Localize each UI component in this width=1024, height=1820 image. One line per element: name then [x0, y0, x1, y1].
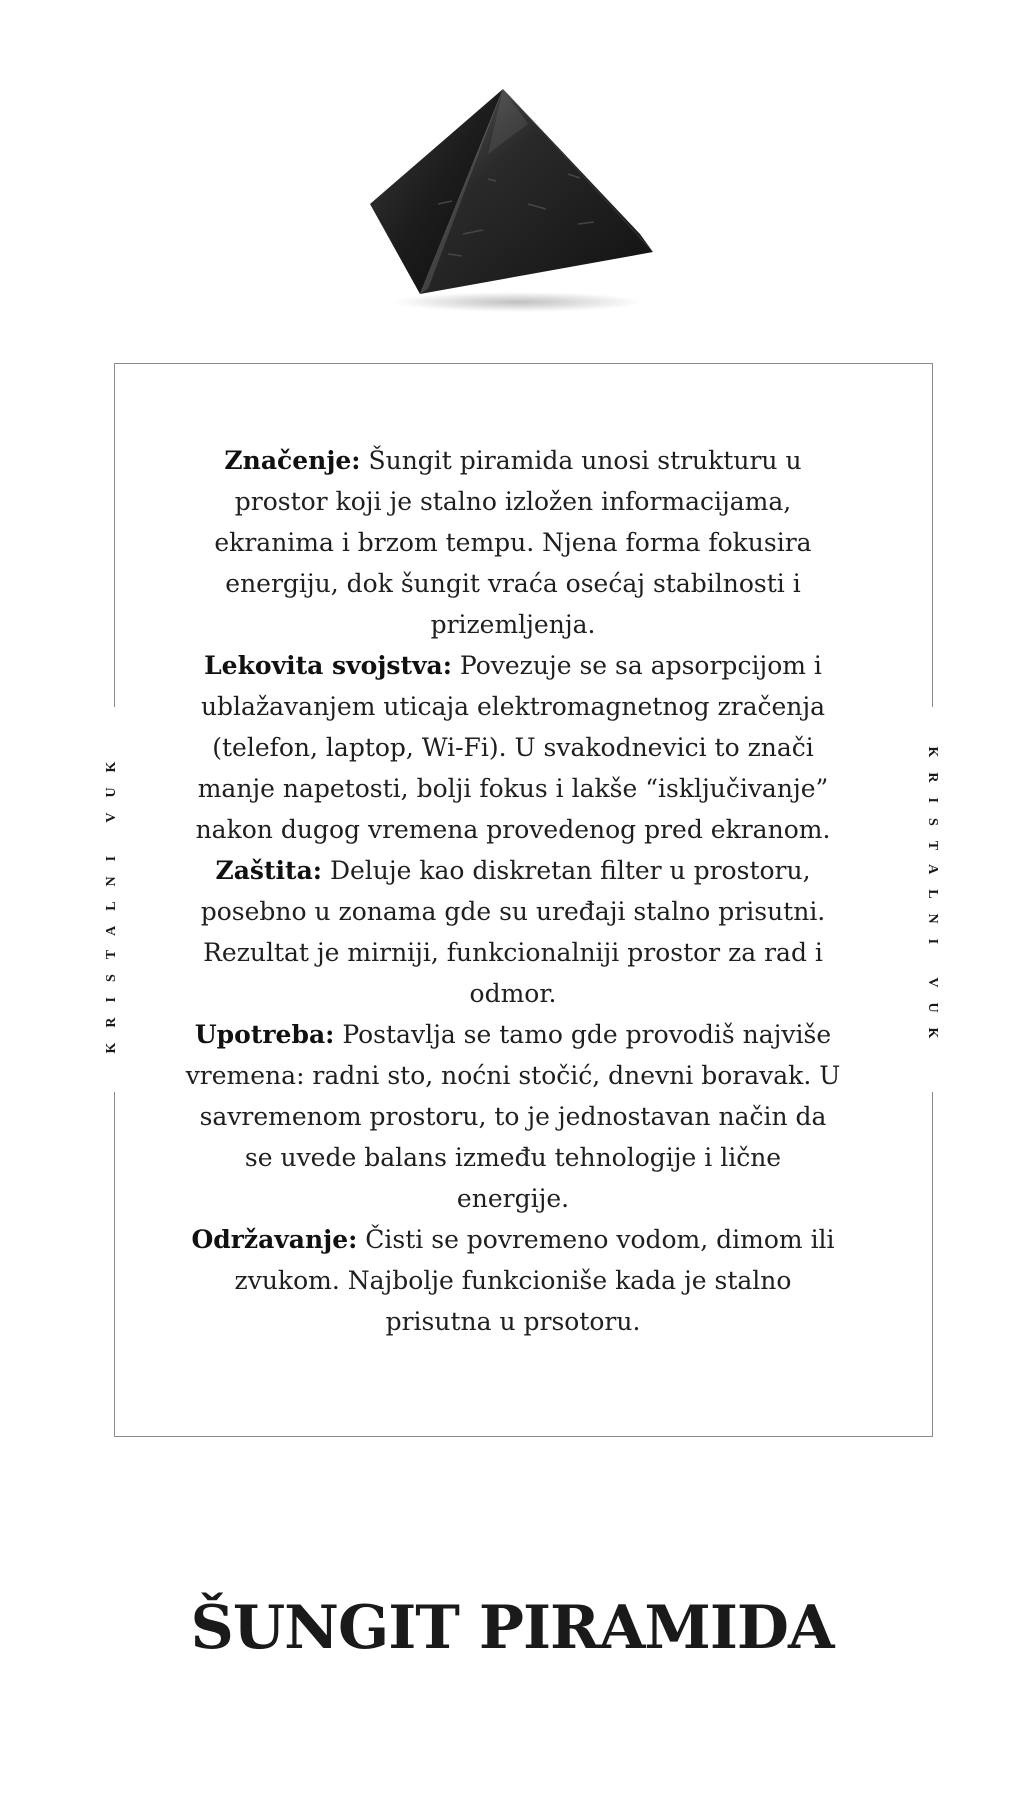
section-text: Postavlja se tamo gde provodiš najviše vremena: radni sto, noćni stočić, dnevni boravak. U savremenom prostoru, to je jednostavan način da se uvede balans između tehnologije i lične energije.	[185, 1020, 841, 1213]
section-text: Čisti se povremeno vodom, dimom ili zvukom. Najbolje funkcioniše kada je stalno prisutna u prsotoru.	[234, 1225, 835, 1336]
brand-side-text-right: KRISTALNI VUK	[925, 746, 940, 1054]
product-title: ŠUNGIT PIRAMIDA	[190, 1593, 834, 1663]
section-meaning	[185, 440, 841, 645]
product-description	[185, 440, 841, 1342]
section-label: Značenje:	[224, 446, 361, 475]
section-protection	[185, 850, 841, 1014]
shungite-pyramid-image	[368, 84, 658, 314]
section-maintenance	[185, 1219, 841, 1342]
brand-side-text-left: KRISTALNI VUK	[104, 746, 119, 1054]
section-label: Održavanje:	[191, 1225, 358, 1254]
section-text: Deluje kao diskretan filter u prostoru, posebno u zonama gde su uređaji stalno prisutni. Rezultat je mirniji, funkcionalniji prostor za rad i odmor.	[200, 856, 826, 1008]
section-usage	[185, 1014, 841, 1219]
section-label: Upotreba:	[194, 1020, 335, 1049]
section-label: Lekovita svojstva:	[204, 651, 452, 680]
section-text: Šungit piramida unosi strukturu u prostor koji je stalno izložen informacijama, ekranima i brzom tempu. Njena forma fokusira energiju, dok šungit vraća osećaj stabilnosti i prizemljenja.	[214, 446, 812, 639]
section-text: Povezuje se sa apsorpcijom i ublažavanjem uticaja elektromagnetnog zračenja (telefon, laptop, Wi-Fi). U svakodnevici to znači manje napetosti, bolji fokus i lakše “isključivanje” nakon dugog vremena provedenog pred ekranom.	[195, 651, 831, 844]
section-healing-properties	[185, 645, 841, 850]
section-label: Zaštita:	[215, 856, 322, 885]
